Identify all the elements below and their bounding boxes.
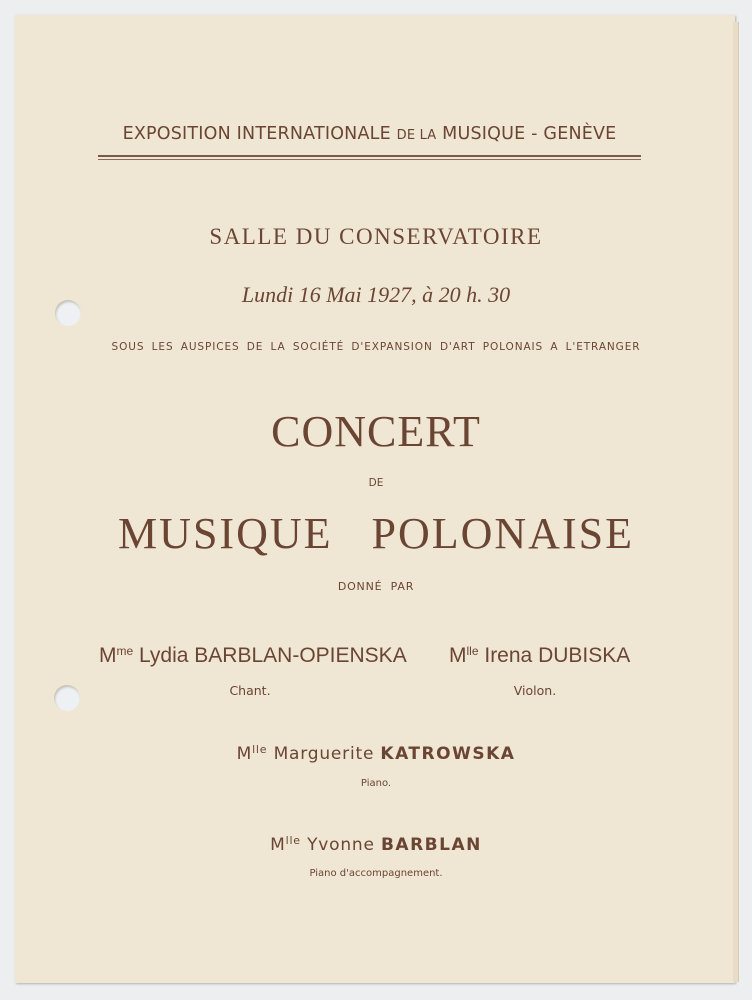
title-concert: CONCERT [271,407,481,456]
performer-3 [0,743,752,764]
performer-title-sup: lle [252,743,268,756]
performer-first-name: Marguerite [273,744,375,764]
performer-title-sup: lle [466,644,479,658]
header-part3: MUSIQUE - GENÈVE [442,124,617,144]
performer-last-name: DUBISKA [538,644,631,667]
performer-first-name: Lydia [139,644,189,667]
performer-first-name: Irena [484,644,533,667]
performer-first-name: Yvonne [307,835,375,855]
performer-1 [99,644,407,668]
title-connector: DE [368,477,384,489]
performer-title-sup: me [116,644,134,658]
header-rule-thin [98,159,641,160]
performer-3-role: Piano. [360,778,392,789]
title-musique-polonaise: MUSIQUE POLONAISE [118,509,634,558]
performer-1-role: Chant. [229,683,271,698]
header-part1: EXPOSITION INTERNATIONALE [122,124,391,144]
punch-hole-bottom [54,685,80,711]
performer-title: M [99,644,117,667]
performer-last-name: BARBLAN-OPIENSKA [194,644,407,667]
performer-title: M [270,835,286,855]
performer-2 [449,644,630,668]
performer-4-role: Piano d'accompagnement. [309,868,443,879]
header-rule-thick [98,155,641,157]
performer-title: M [449,644,467,667]
performer-title-sup: lle [285,834,301,847]
performer-4 [0,834,752,855]
performer-title: M [236,744,253,764]
performer-last-name: BARBLAN [380,835,482,855]
performer-last-name: KATROWSKA [380,744,516,764]
header-part2: DE LA [396,128,437,143]
performer-2-role: Violon. [513,683,557,698]
exposition-header [97,124,642,144]
concert-date: Lundi 16 Mai 1927, à 20 h. 30 [241,282,511,307]
venue: SALLE DU CONSERVATOIRE [209,224,543,249]
given-by: DONNÉ PAR [337,580,415,593]
auspices-line: SOUS LES AUSPICES DE LA SOCIÉTÉ D'EXPANSION D'ART POLONAIS A L'ETRANGER [111,341,641,353]
